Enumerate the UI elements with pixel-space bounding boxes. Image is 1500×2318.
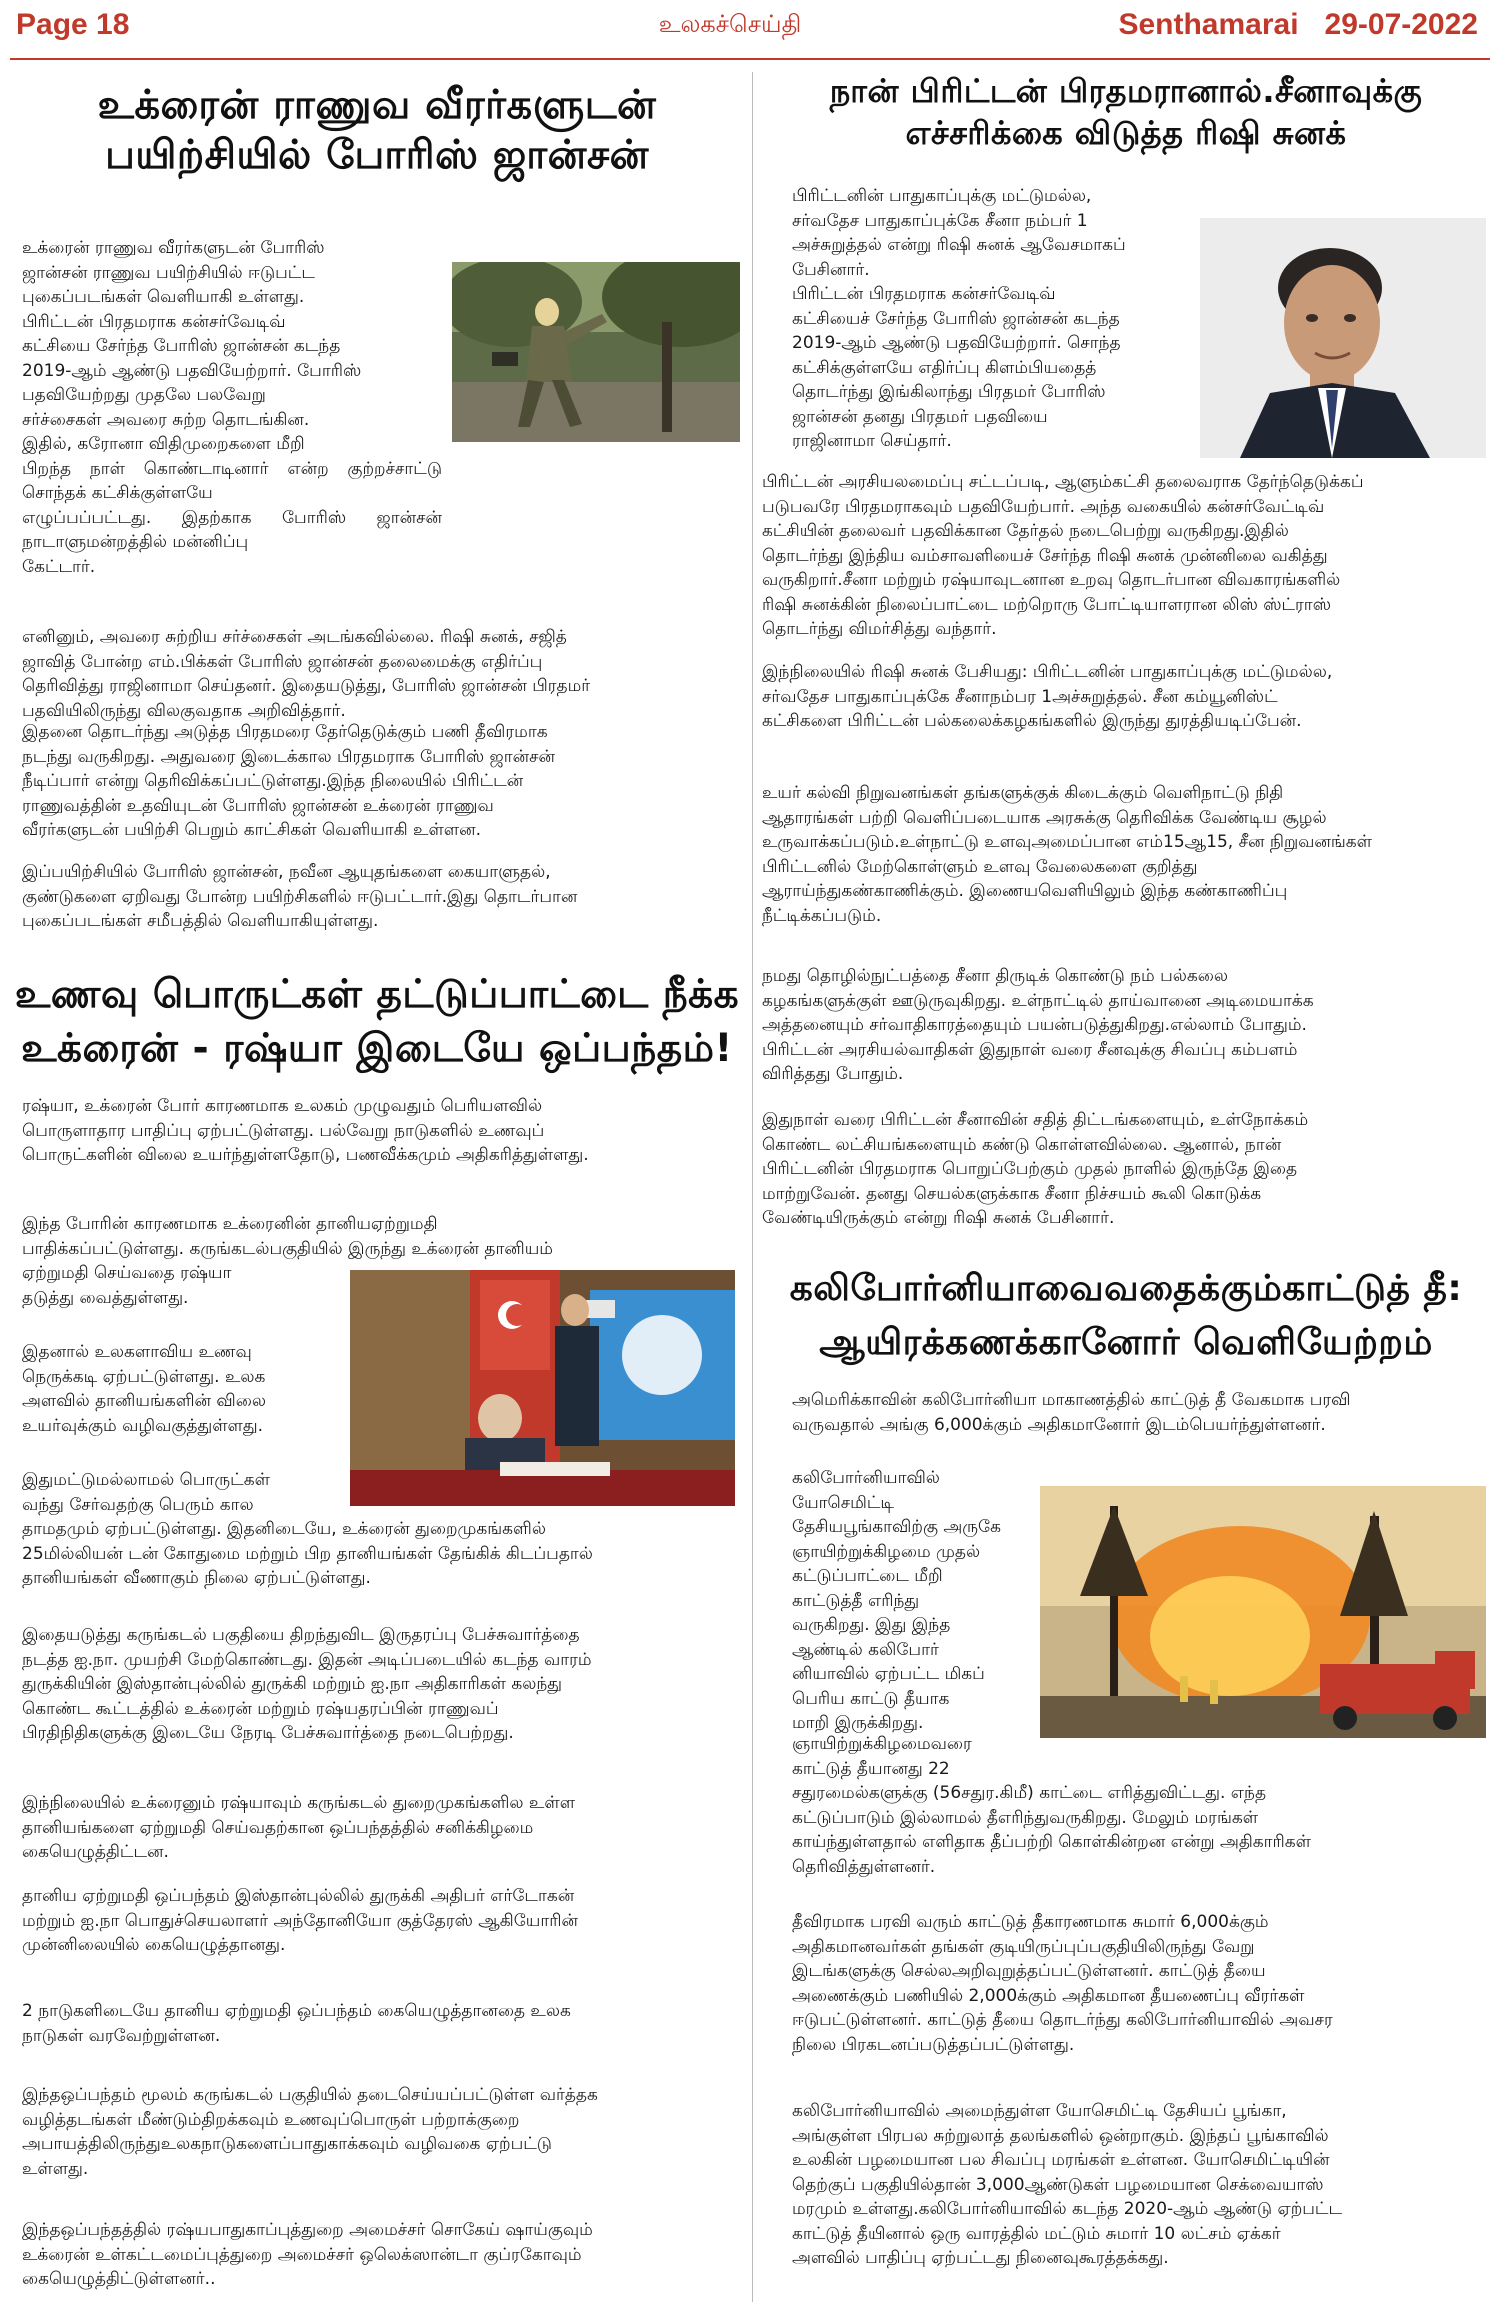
headline-line: ஆயிரக்கணக்கானோர் வெளியேற்றம் — [819, 1322, 1433, 1363]
publication-name: Senthamarai — [1118, 8, 1299, 41]
article-paragraph: கலிபோர்னியாவில் அமைந்துள்ள யோசெமிட்டி தேசியப் பூங்கா, அங்குள்ள பிரபல சுற்றுலாத் தலங்களில் ஒன்றாகும். இந்தப் பூங்காவில் உலகின் பழமையான பல சிவப்பு மரங்கள் உள்ளன. யோசெமிட்டியின் தெற்குப் பகுதியில்தான் 3,000ஆண்டுகள் பழமையான செக்வையாஸ் மரமும் உள்ளது.கலிபோர்னியாவில் கடந்த 2020-ஆம் ஆண்டு ஏற்பட்ட காட்டுத் தீயினால் ஒரு வாரத்தில் மட்டும் சுமார் 10 லட்சம் ஏக்கர் அளவில் பாதிப்பு ஏற்பட்டது நினைவுகூரத்தக்கது. — [792, 2101, 1342, 2268]
headline-line: பயிற்சியில் போரிஸ் ஜான்சன் — [105, 132, 649, 178]
column-divider — [752, 72, 753, 2302]
headline-line: எச்சரிக்கை விடுத்த ரிஷி சுனக் — [905, 114, 1347, 152]
article-paragraph: நமது தொழில்நுட்பத்தை சீனா திருடிக் கொண்டு நம் பல்கலை கழகங்களுக்குள் ஊடுருவுகிறது. உள்நாட்டில் தாய்வானை அடிமையாக்க அத்தனையும் சர்வாதிகாரத்தையும் பயன்படுத்துகிறது.எல்லாம் போதும். பிரிட்டன் அரசியல்வாதிகள் இதுநாள் வரை சீனவுக்கு சிவப்பு கம்பளம் விரித்தது போதும். — [762, 966, 1314, 1084]
article-paragraph: இந்நிலையில் ரிஷி சுனக் பேசியது: பிரிட்டனின் பாதுகாப்புக்கு மட்டுமல்ல, சர்வதேச பாதுகாப்புக்கே சீனாநம்பர 1அச்சுறுத்தல். சீன கம்யூனிஸ்ட் கட்சிகளை பிரிட்டன் பல்கலைக்கழகங்களில் இருந்து துரத்தியடிப்பேன். — [762, 662, 1333, 731]
headline-rishi-sunak — [764, 70, 1488, 154]
article-paragraph: உயர் கல்வி நிறுவனங்கள் தங்களுக்குக் கிடைக்கும் வெளிநாட்டு நிதி ஆதாரங்கள் பற்றி வெளிப்படையாக அரசுக்கு தெரிவிக்க வேண்டிய சூழல் உருவாக்கப்படும்.உள்நாட்டு உளவுஅமைப்பான எம்15ஆ15, சீன நிறுவனங்கள் பிரிட்டனில் மேற்கொள்ளும் உளவு வேலைகளை குறித்து ஆராய்ந்துகண்காணிக்கும். இணையவெளியிலும் இந்த கண்காணிப்பு நீட்டிக்கப்படும். — [762, 783, 1373, 926]
article-paragraph: இதுமட்டுமல்லாமல் பொருட்கள் வந்து சேர்வதற்கு பெரும் கால தாமதமும் ஏற்பட்டுள்ளது. இதனிடையே, உக்ரைன் துறைமுகங்களில் 25மில்லியன் டன் கோதுமை மற்றும் பிற தானியங்கள் தேங்கிக் கிடப்பதால் தானியங்கள் வீணாகும் நிலை ஏற்பட்டுள்ளது. — [22, 1470, 593, 1588]
photo-boris-training — [452, 262, 740, 442]
article-paragraph: தீவிரமாக பரவி வரும் காட்டுத் தீகாரணமாக சுமார் 6,000க்கும் அதிகமானவர்கள் தங்கள் குடியிருப்புப்பகுதியிலிருந்து வேறு இடங்களுக்கு செல்லஅறிவுறுத்தப்பட்டுள்ளனர். காட்டுத் தீயை அணைக்கும் பணியில் 2,000க்கும் அதிகமான தீயணைப்பு வீரர்கள் ஈடுபட்டுள்ளனர். காட்டுத் தீயை தொடர்ந்து கலிபோர்னியாவில் அவசர நிலை பிரகடனப்படுத்தப்பட்டுள்ளது. — [792, 1912, 1333, 2055]
article-paragraph: இதனால் உலகளாவிய உணவு நெருக்கடி ஏற்பட்டுள்ளது. உலக அளவில் தானியங்களின் விலை உயர்வுக்கும் வழிவகுத்துள்ளது. — [22, 1342, 266, 1436]
masthead — [1092, 8, 1478, 42]
article-paragraph: ஞாயிற்றுக்கிழமைவரை காட்டுத் தீயானது 22 சதுரமைல்களுக்கு (56சதுர.கிமீ) காட்டை எரித்துவிட்டது. எந்த கட்டுப்பாடும் இல்லாமல் தீஎரிந்துவருகிறது. மேலும் மரங்கள் காய்ந்துள்ளதால் எளிதாக தீப்பற்றி கொள்கின்றன என்று அதிகாரிகள் தெரிவித்துள்ளனர். — [792, 1734, 1311, 1877]
article-paragraph: பிரிட்டனின் பாதுகாப்புக்கு மட்டுமல்ல, சர்வதேச பாதுகாப்புக்கே சீனா நம்பர் 1 அச்சுறுத்தல் என்று ரிஷி சுனக் ஆவேசமாகப் பேசினார். பிரிட்டன் பிரதமராக கன்சர்வேடிவ் கட்சியைச் சேர்ந்த போரிஸ் ஜான்சன் கடந்த 2019-ஆம் ஆண்டு பதவியேற்றார். சொந்த கட்சிக்குள்ளயே எதிர்ப்பு கிளம்பியதைத் தொடர்ந்து இங்கிலாந்து பிரதமர் போரிஸ் ஜான்சன் தனது பிரதமர் பதவியை ராஜினாமா செய்தார். — [792, 186, 1126, 451]
page-header — [0, 0, 1500, 58]
section-title: உலகச்செய்தி — [658, 10, 802, 38]
page-number: Page 18 — [16, 8, 130, 41]
article-paragraph: இதுநாள் வரை பிரிட்டன் சீனாவின் சதித் திட்டங்களையும், உள்நோக்கம் கொண்ட லட்சியங்களையும் கண்டு கொள்ளவில்லை. ஆனால், நான் பிரிட்டனின் பிரதமராக பொறுப்பேற்கும் முதல் நாளில் இருந்தே இதை மாற்றுவேன். தனது செயல்களுக்காக சீனா நிச்சயம் கூலி கொடுக்க வேண்டியிருக்கும் என்று ரிஷி சுனக் பேசினார். — [762, 1110, 1309, 1228]
article-paragraph: அமெரிக்காவின் கலிபோர்னியா மாகாணத்தில் காட்டுத் தீ வேகமாக பரவி வருவதால் அங்கு 6,000க்கும் அதிகமானோர் இடம்பெயர்ந்துள்ளனர். — [792, 1390, 1351, 1435]
headline-line: உக்ரைன் ராணுவ வீரர்களுடன் — [97, 82, 657, 128]
article-paragraph: ரஷ்யா, உக்ரைன் போர் காரணமாக உலகம் முழுவதும் பெரியளவில் பொருளாதார பாதிப்பு ஏற்பட்டுள்ளது. பல்வேறு நாடுகளில் உணவுப் பொருட்களின் விலை உயர்ந்துள்ளதோடு, பணவீக்கமும் அதிகரித்துள்ளது. — [22, 1096, 589, 1165]
article-paragraph: இந்தஒப்பந்தத்தில் ரஷ்யபாதுகாப்புத்துறை அமைச்சர் சொகேய் ஷாய்குவும் உக்ரைன் உள்கட்டமைப்புத்துறை அமைச்சர் ஒலெக்ஸான்டா குப்ரகோவும் கையெழுத்திட்டுள்ளனர்.. — [22, 2220, 593, 2289]
article-paragraph: பிரிட்டன் அரசியலமைப்பு சட்டப்படி, ஆளும்கட்சி தலைவராக தேர்ந்தெடுக்கப் படுபவரே பிரதமராகவும் பதவியேற்பார். அந்த வகையில் கன்சர்வேட்டிவ் கட்சியின் தலைவர் பதவிக்கான தேர்தல் நடைபெற்று வருகிறது.இதில் தொடர்ந்து இந்திய வம்சாவளியைச் சேர்ந்த ரிஷி சுனக் முன்னிலை வகித்து வருகிறார்.சீனா மற்றும் ரஷ்யாவுடனான உறவு தொடர்பான விவகாரங்களில் ரிஷி சுனக்கின் நிலைப்பாட்டை மற்றொரு போட்டியாளரான லிஸ் ஸ்ட்ராஸ் தொடர்ந்து விமர்சித்து வந்தார். — [762, 472, 1364, 639]
article-paragraph: இந்தஒப்பந்தம் மூலம் கருங்கடல் பகுதியில் தடைசெய்யப்பட்டுள்ள வர்த்தக வழித்தடங்கள் மீண்டும்திறக்கவும் உணவுப்பொருள் பற்றாக்குறை அபாயத்திலிருந்துஉலகநாடுகளைப்பாதுகாக்கவும் வழிவகை ஏற்பட்டு உள்ளது. — [22, 2085, 598, 2179]
headline-line: நான் பிரிட்டன் பிரதமரானால்.சீனாவுக்கு — [829, 72, 1423, 110]
header-divider — [10, 58, 1490, 60]
photo-rishi-sunak — [1200, 218, 1486, 458]
article-paragraph: 2 நாடுகளிடையே தானிய ஏற்றுமதி ஒப்பந்தம் கையெழுத்தானதை உலக நாடுகள் வரவேற்றுள்ளன. — [22, 2001, 571, 2046]
headline-line: உணவு பொருட்கள் தட்டுப்பாட்டை நீக்க — [14, 972, 740, 1017]
article-paragraph: இப்பயிற்சியில் போரிஸ் ஜான்சன், நவீன ஆயுதங்களை கையாளுதல், குண்டுகளை ஏறிவது போன்ற பயிற்சிகளில் ஈடுபட்டார்.இது தொடர்பான புகைப்படங்கள் சமீபத்தில் வெளியாகியுள்ளது. — [22, 862, 578, 931]
headline-california-wildfire — [764, 1262, 1488, 1370]
article-paragraph: இந்நிலையில் உக்ரைனும் ரஷ்யாவும் கருங்கடல் துறைமுகங்களில உள்ள தானியங்களை ஏற்றுமதி செய்வதற்கான ஒப்பந்தத்தில் சனிக்கிழமை கையெழுத்திட்டன. — [22, 1793, 576, 1862]
headline-line: கலிபோர்னியாவைவதைக்கும்காட்டுத் தீ: — [789, 1268, 1463, 1309]
article-paragraph: இதனை தொடர்ந்து அடுத்த பிரதமரை தேர்தெடுக்கும் பணி தீவிரமாக நடந்து வருகிறது. அதுவரை இடைக்கால பிரதமராக போரிஸ் ஜான்சன் நீடிப்பார் என்று தெரிவிக்கப்பட்டுள்ளது.இந்த நிலையில் பிரிட்டன் ராணுவத்தின் உதவியுடன் போரிஸ் ஜான்சன் உக்ரைன் ராணுவ வீரர்களுடன் பயிற்சி பெறும் காட்சிகள் வெளியாகி உள்ளன. — [22, 722, 555, 840]
article-paragraph: உக்ரைன் ராணுவ வீரர்களுடன் போரிஸ் ஜான்சன் ராணுவ பயிற்சியில் ஈடுபட்ட புகைப்படங்கள் வெளியாகி உள்ளது. பிரிட்டன் பிரதமராக கன்சர்வேடிவ் கட்சியை சேர்ந்த போரிஸ் ஜான்சன் கடந்த 2019-ஆம் ஆண்டு பதவியேற்றார். போரிஸ் பதவியேற்றது முதலே பலவேறு சர்ச்சைகள் அவரை சுற்ற தொடங்கின. இதில், கரோனா விதிமுறைகளை மீறி பிறந்த நாள் கொண்டாடினார் என்ற குற்றச்சாட்டு சொந்தக் கட்சிக்குள்ளயே எழுப்பப்பட்டது. இதற்காக போரிஸ் ஜான்சன் நாடாளுமன்றத்தில் மன்னிப்பு கேட்டார். — [22, 238, 442, 577]
photo-wildfire — [1040, 1486, 1486, 1738]
headline-boris-johnson — [18, 80, 736, 180]
article-paragraph: கலிபோர்னியாவில் யோசெமிட்டி தேசியபூங்காவிற்கு அருகே ஞாயிற்றுக்கிழமை முதல் கட்டுப்பாட்டை மீறி காட்டுத்தீ எரிந்து வருகிறது. இது இந்த ஆண்டில் கலிபோர் னியாவில் ஏற்பட்ட மிகப் பெரிய காட்டு தீயாக மாறி இருக்கிறது. — [792, 1468, 1001, 1733]
issue-date: 29-07-2022 — [1324, 8, 1478, 41]
headline-line: உக்ரைன் - ரஷ்யா இடையே ஒப்பந்தம்! — [21, 1026, 733, 1071]
article-paragraph: இதையடுத்து கருங்கடல் பகுதியை திறந்துவிட இருதரப்பு பேச்சுவார்த்தை நடத்த ஐ.நா. முயற்சி மேற்கொண்டது. இதன் அடிப்படையில் கடந்த வாரம் துருக்கியின் இஸ்தான்புல்லில் துருக்கி மற்றும் ஐ.நா அதிகாரிகள் கலந்து கொண்ட கூட்டத்தில் உக்ரைன் மற்றும் ரஷ்யதரப்பின் ராணுவப் பிரதிநிதிகளுக்கு இடையே நேரடி பேச்சுவார்த்தை நடைபெற்றது. — [22, 1625, 592, 1743]
headline-grain-deal — [14, 968, 740, 1076]
article-paragraph: தானிய ஏற்றுமதி ஒப்பந்தம் இஸ்தான்புல்லில் துருக்கி அதிபர் எர்டோகன் மற்றும் ஐ.நா பொதுச்செயலாளர் அந்தோனியோ குத்தேரஸ் ஆகியோரின் முன்னிலையில் கையெழுத்தானது. — [22, 1886, 578, 1955]
article-paragraph: எனினும், அவரை சுற்றிய சர்ச்சைகள் அடங்கவில்லை. ரிஷி சுனக், சஜித் ஜாவித் போன்ற எம்.பிக்கள் போரிஸ் ஜான்சன் தலைமைக்கு எதிர்ப்பு தெரிவித்து ராஜினாமா செய்தனர். இதையடுத்து, போரிஸ் ஜான்சன் பிரதமர் பதவியிலிருந்து விலகுவதாக அறிவித்தார். — [22, 627, 591, 721]
article-paragraph: இந்த போரின் காரணமாக உக்ரைனின் தானியஏற்றுமதி பாதிக்கப்பட்டுள்ளது. கருங்கடல்பகுதியில் இருந்து உக்ரைன் தானியம் ஏற்றுமதி செய்வதை ரஷ்யா தடுத்து வைத்துள்ளது. — [22, 1214, 553, 1308]
